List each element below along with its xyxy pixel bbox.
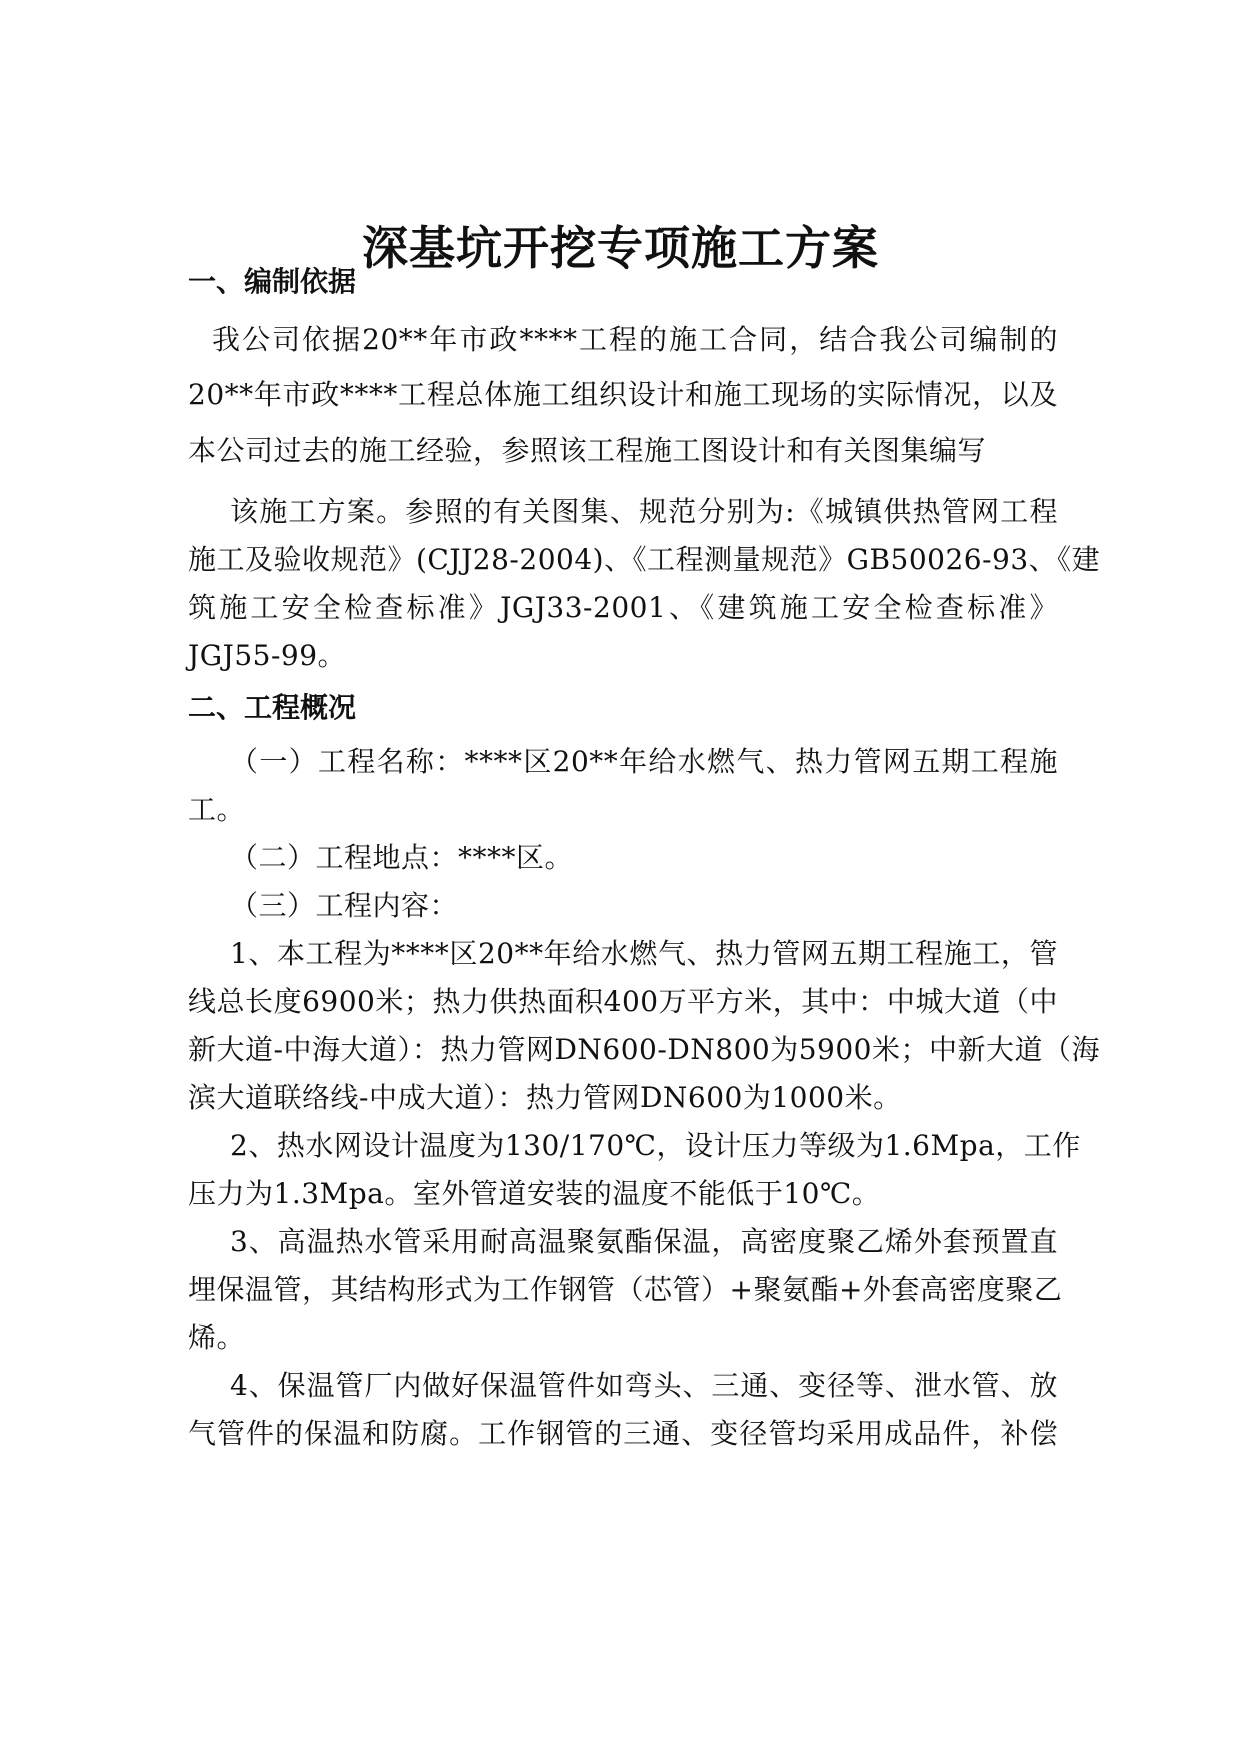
paragraph-line: 2、热水网设计温度为130/170℃，设计压力等级为1.6Mpa，工作 <box>230 1129 1081 1162</box>
paragraph-line: （二）工程地点：****区。 <box>230 841 574 874</box>
paragraph-line: 筑施工安全检查标准》JGJ33-2001、《建筑施工安全检查标准》 <box>188 591 1058 624</box>
paragraph-line: 工。 <box>188 793 246 826</box>
paragraph-line: 该施工方案。参照的有关图集、规范分别为:《城镇供热管网工程 <box>230 495 1058 528</box>
paragraph-line: 滨大道联络线-中成大道）：热力管网DN600为1000米。 <box>188 1081 902 1114</box>
paragraph-line: （三）工程内容： <box>230 889 459 922</box>
paragraph-line: 埋保温管，其结构形式为工作钢管（芯管）+聚氨酯+外套高密度聚乙 <box>188 1273 1063 1306</box>
paragraph-line: 3、高温热水管采用耐高温聚氨酯保温，高密度聚乙烯外套预置直 <box>230 1225 1058 1258</box>
paragraph-line: 新大道-中海大道）：热力管网DN600-DN800为5900米；中新大道（海 <box>188 1033 1100 1066</box>
document-title: 深基坑开挖专项施工方案 <box>362 221 879 275</box>
paragraph-line: 1、本工程为****区20**年给水燃气、热力管网五期工程施工，管 <box>230 937 1058 970</box>
paragraph-line: 20**年市政****工程总体施工组织设计和施工现场的实际情况，以及 <box>188 378 1058 411</box>
paragraph-line: JGJ55-99。 <box>188 639 347 672</box>
paragraph-line: 烯。 <box>188 1321 246 1354</box>
paragraph-line: （一）工程名称：****区20**年给水燃气、热力管网五期工程施 <box>230 745 1058 778</box>
paragraph-line: 本公司过去的施工经验，参照该工程施工图设计和有关图集编写 <box>188 434 987 467</box>
paragraph-line: 气管件的保温和防腐。工作钢管的三通、变径管均采用成品件，补偿 <box>188 1417 1058 1450</box>
paragraph-line: 施工及验收规范》(CJJ28-2004)、《工程测量规范》GB50026-93、《建 <box>188 543 1101 576</box>
paragraph-line: 压力为1.3Mpa。室外管道安装的温度不能低于10℃。 <box>188 1177 881 1210</box>
section-heading-basis: 一、编制依据 <box>188 265 357 298</box>
paragraph-line: 我公司依据20**年市政****工程的施工合同，结合我公司编制的 <box>212 323 1058 356</box>
section-heading-overview: 二、工程概况 <box>188 691 357 724</box>
paragraph-line: 4、保温管厂内做好保温管件如弯头、三通、变径等、泄水管、放 <box>230 1369 1058 1402</box>
paragraph-line: 线总长度6900米；热力供热面积400万平方米，其中：中城大道（中 <box>188 985 1058 1018</box>
